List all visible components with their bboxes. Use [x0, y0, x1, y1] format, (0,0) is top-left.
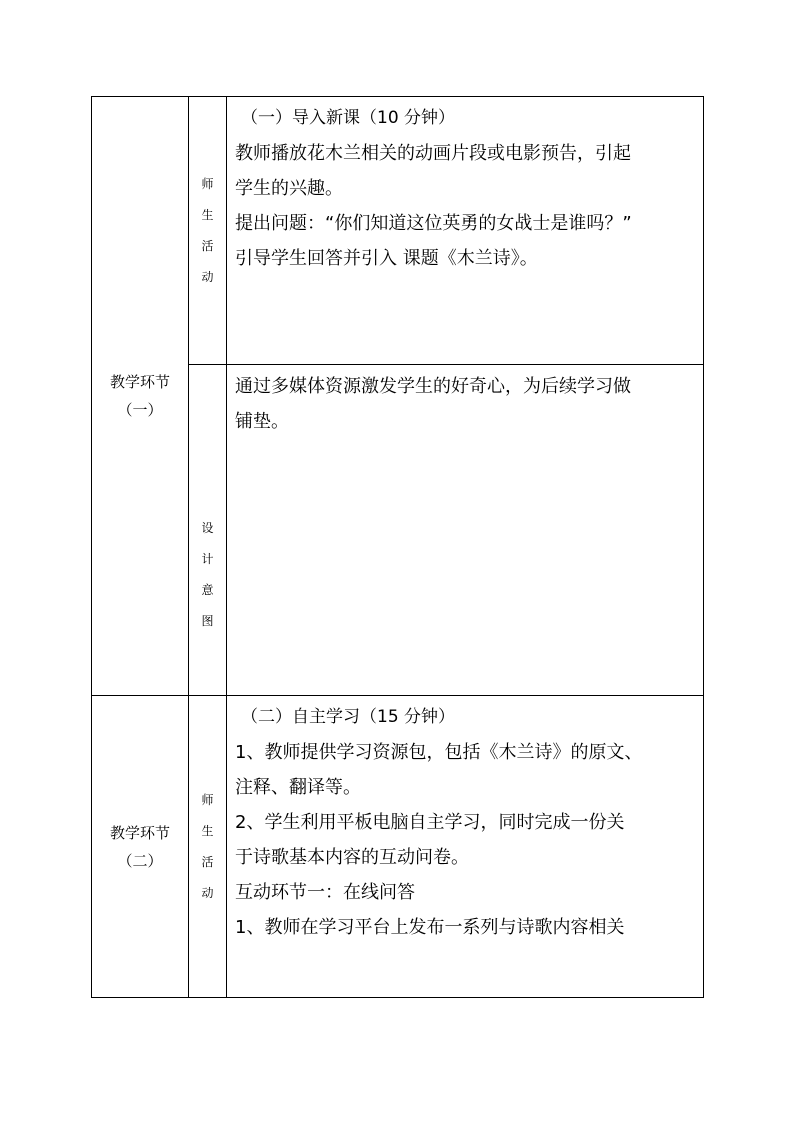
- role-char: 师: [201, 792, 214, 807]
- section-1-activity-content: [227, 97, 704, 365]
- role-char: 动: [201, 885, 214, 900]
- role-char: 活: [201, 238, 214, 253]
- content-line: 互动环节一：在线问答: [235, 882, 415, 903]
- stage-label-line: 教学环节: [109, 823, 170, 842]
- content-line: 铺垫。: [235, 411, 289, 432]
- section-1-stage-cell: [92, 97, 189, 696]
- section-1-design-content: [227, 365, 704, 696]
- content-line: 1、教师在学习平台上发布一系列与诗歌内容相关: [235, 917, 625, 938]
- section-2-activity-content: [227, 696, 704, 998]
- section-1-activity-row: [92, 97, 704, 365]
- content-line: 于诗歌基本内容的互动问卷。: [235, 847, 469, 868]
- section-1-design-label-cell: [189, 365, 227, 696]
- section-2-stage-cell: [92, 696, 189, 998]
- role-char: 生: [201, 823, 214, 838]
- stage-label-line: （一）: [117, 401, 163, 419]
- content-line: 引导学生回答并引入 课题《木兰诗》。: [235, 248, 538, 269]
- role-char: 设: [201, 521, 214, 535]
- content-line: 提出问题：“你们知道这位英勇的女战士是谁吗？”: [235, 213, 632, 234]
- content-line: 教师播放花木兰相关的动画片段或电影预告，引起: [235, 143, 631, 164]
- content-line: 通过多媒体资源激发学生的好奇心，为后续学习做: [235, 376, 631, 397]
- section-title: （一）导入新课（10 分钟）: [241, 108, 456, 128]
- content-line: 1、教师提供学习资源包，包括《木兰诗》的原文、: [235, 742, 643, 763]
- content-line: 学生的兴趣。: [235, 178, 343, 199]
- role-char: 意: [201, 583, 214, 597]
- section-1-activity-label-cell: [189, 97, 227, 365]
- content-line: 2、学生利用平板电脑自主学习，同时完成一份关: [235, 812, 625, 833]
- role-char: 师: [201, 176, 214, 191]
- lesson-plan-table: [91, 96, 704, 998]
- section-title: （二）自主学习（15 分钟）: [241, 707, 456, 727]
- content-line: 注释、翻译等。: [235, 777, 361, 798]
- role-char: 动: [201, 269, 214, 284]
- stage-label-line: 教学环节: [109, 373, 170, 391]
- role-char: 图: [201, 614, 214, 628]
- section-2-activity-label-cell: [189, 696, 227, 998]
- stage-label-line: （二）: [117, 851, 163, 870]
- role-char: 活: [201, 854, 214, 869]
- section-2-activity-row: [92, 696, 704, 998]
- role-char: 计: [201, 552, 214, 566]
- role-char: 生: [201, 207, 214, 222]
